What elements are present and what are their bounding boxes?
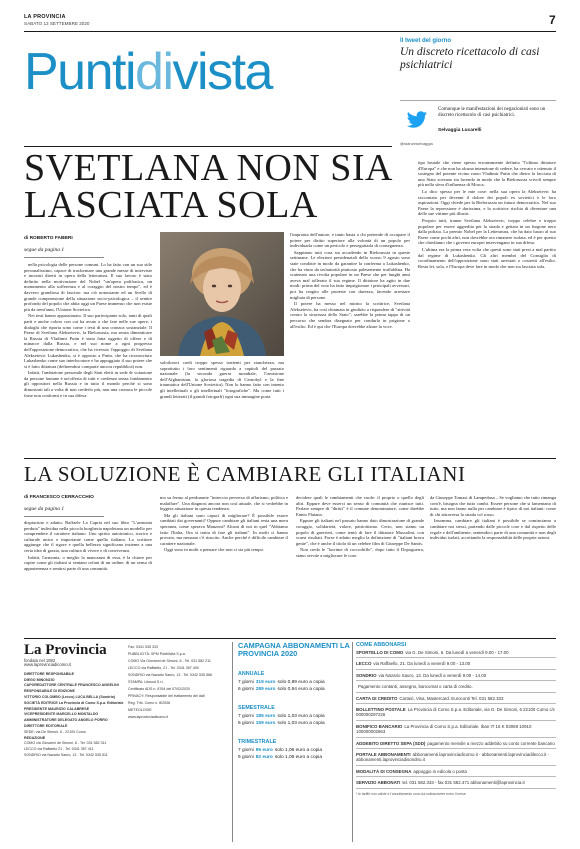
subscribe-item bbox=[356, 769, 556, 777]
subscribe-item-text: Pagamento contanti, assegno, bancomat o carta di credito. bbox=[358, 684, 473, 690]
masthead-founded: fondata nel 1892 bbox=[24, 658, 56, 663]
subscribe-item-text: abbonamenti.laprovinciadicomo.it - abbonamenti.laprovinciadilecco.it - abbonamenti.laprovinciadisondrio.it bbox=[356, 752, 550, 763]
masthead-line: REDAZIONE bbox=[24, 735, 46, 740]
article1-col3-p2: Sappiamo tutti cosa sta accadendo in Bielorussia in queste settimane. Le elezioni presidenziali dello scorso 9 agosto sono state condotte in modo da garantire la conferma a Lukashenko, che ha vinto da un'autorità piuttosto palesemente truffaldina. Ha scatenato una rivolta popolare in un Paese che per lunghi anni aveva mal tollerato il suo regime. Il dittatore ha agito in due modi: prima del voto ha fatto imprigionare i principali avversari, poi ha reagito alle proteste con durezza, facendo arrestare migliaia di persone. bbox=[290, 249, 410, 300]
subscribe-footnote: * le tariffe non valide e l'annullamento sono da sottoscrivere entro il mese bbox=[356, 791, 466, 796]
subscribe-item-text: via Nazario Sauro, 13. Da lunedì a venerdì 9.00 - 14.00 bbox=[378, 672, 487, 678]
page-number: 7 bbox=[549, 13, 556, 27]
campaign-price: 159 euro bbox=[255, 720, 276, 726]
subscribe-item-label: SERVIZIO ABBONATI bbox=[356, 780, 401, 786]
twitter-bird-icon bbox=[406, 109, 428, 131]
article1-col4-p1: tipo brutale che viene spesso erroneamente definito "l'ultimo dittatore d'Europa" e che non ha alcuna intenzione di cedere, ha cercato e ottenuto il sostegno del potente vicino russo Vladimir Putin che dietro la facciata di uno Stato sovrano sta facendo in modo che la Bielorussia scivoli sempre più nella sfera d'influenza di Mosca. bbox=[418, 160, 556, 188]
masthead-line: PRESIDENTE MAURIZIO CALABRESE bbox=[24, 706, 90, 711]
article1-byline: di ROBERTO FABBRI bbox=[24, 236, 73, 241]
subscribe-item bbox=[356, 780, 556, 788]
subscribe-item-label: SPORTELLO DI COMO bbox=[356, 650, 404, 655]
tweet-kicker: Il tweet del giorno bbox=[400, 38, 452, 44]
masthead-line: SONDRIO via Nazario Sauro, 13 - Tel. 0342 535 511 bbox=[24, 752, 108, 757]
subscribe-item bbox=[356, 752, 556, 766]
masthead-col2-line: Fax: 0341 535 333 bbox=[128, 645, 158, 649]
article2-col3-p1: decidere quali le cambiamenti che vuole: il proprio o quello degli altri. Eppure deve esserci un senso di comunità che riunisce tutti. Parlare sempre di "diritti" è il comune denominatore, come direbbe Ennio Flaiano. bbox=[296, 495, 424, 517]
tweet-author: Selvaggia Lucarelli bbox=[438, 128, 482, 133]
article1-col2-p1: soloilorori credi troppo spesso trattenti per stanchezza, ma soprattutto i loro sentimenti riguardo a capitoli del passato nazionale (la seconda guerra mondiale, l'invasione dell'Afghanistan, la gloriosa tragedia di Cernobyl e la fine traumatica dell'Unione Sovietica). Non lo hanno fatto con intento gli intellettuali o gli intellettuali "fotografiche". Ma come tutti i grandi letterati (il grandi fotografi) ogni sua immagine porta bbox=[160, 360, 284, 399]
campaign-days: 7 giorni bbox=[238, 679, 254, 685]
article1-col3-p1: l'impronta dell'autore, e tanto basta a chi pretende di occupare il potere per diritto superiore alla volontà di un popolo per individuarla come un pericolo e perseguitarla di conseguenza. bbox=[290, 232, 410, 249]
article1-col1-p2: Nei testi hanno appassionato. Il suo partecipante solo, tanti di quali parti e anche coloro con cui ha avuto a che fare nelle sue opere, i dialoghi che riporta sono come i testi di una cronaca sostanziale. Il Paese di Svetlana Alekseievic, la Bielorussia, ma senza dimenticare la Russia di Vladimir Putin è stata fatta oggetto di offese e di minacce dalla Russia, e nel suo nome a ogni progresso dell'opposizione democratica, che ha ricevuto l'appoggio di Svetlana Alekseievic Lukashenko, si è opposto a Putin, che ha riconosciuto Lukashenko come suo interlocutore e ha appoggiato il suo potere che si è fatto dittatura (definendosi comparte ancora repubblica) non. bbox=[24, 313, 152, 369]
article1-col1 bbox=[24, 262, 152, 452]
svetlana-photo bbox=[160, 232, 284, 356]
article2-continued: segue da pagina 1 bbox=[24, 506, 65, 512]
article1-col4-p4: L'ultima era la prima vera volta che questi sono stati presi a mal partito dal regime di Lukashenko. Gli altri membri del Consiglio di coordinamento dell'opposizione sono stati arrestati o costretti all'esilio. Resta lei, sola, e l'Europa deve fare in modo che non sia lasciata sola. bbox=[418, 246, 556, 269]
subscribe-item-text: La Provincia di Como S.p.a. Editoriale, via G. De Simoni, 6 22100 Como c/c 000000297226 bbox=[356, 707, 556, 718]
article2-col4-p1: da Giuseppe Tomasi di Lampedusa – Se vogliamo che tutto rimanga com'è, bisogna che tutto cambi. Essere persone che si lamentano di tutto, ma non fanno nulla per cambiare è tipico di noi italiani: come di chi attraversa la strada col rosso. bbox=[430, 495, 556, 517]
masthead-col2-line: PUBBLICITÀ: SPM Pubblicità S.p.a. bbox=[128, 652, 186, 656]
section-title bbox=[24, 43, 272, 101]
campaign-price-row bbox=[238, 747, 350, 754]
section-title-part1: Punti bbox=[24, 43, 136, 101]
subscribe-item-text: La Provincia di Como S.p.a. Editoriale. Iban IT 16 K 03069 10910 100000002663 bbox=[356, 723, 532, 735]
subscribe-item-label: CARTA DI CREDITO bbox=[356, 695, 398, 701]
masthead-col2-line: LECCO via Raffaello, 21 - Tel. 0341 357 400 bbox=[128, 666, 199, 670]
article2-col2-p1: mo su fermo al perdurante "intreccio perverso di affarismo, politica e malaffare". Una diagnosi ancora non così attuale, che si vedrebbe in leggera attuazione in questa tendenza. bbox=[160, 495, 288, 512]
campaign-detail: solo 0,94 euro a copia bbox=[277, 686, 325, 692]
subscribe-item-label: PORTALE ABBONAMENTI bbox=[356, 752, 411, 758]
subscribe-item-text: pagamento mensile a mezzo addebito su conto corrente bancario bbox=[427, 740, 555, 746]
section-title-part3: vista bbox=[172, 43, 272, 101]
subscribe-item bbox=[356, 673, 556, 681]
masthead-col2-line: METEOLOGIE bbox=[128, 708, 152, 712]
article1-continued: segue da pagina 1 bbox=[24, 247, 65, 253]
masthead-line: SEDE: via De Simoni, 6 - 22100 Como bbox=[24, 729, 86, 734]
article2-col4 bbox=[430, 495, 556, 632]
masthead-line: DIRETTORE RESPONSABILE bbox=[24, 671, 75, 676]
campaign-title: CAMPAGNA ABBONAMENTI LA PROVINCIA 2020 bbox=[238, 641, 350, 659]
tweet-text: Comunque le manifestazioni dei negazionisti sono un discreto ricettacolo di casi psichiatrici. bbox=[438, 107, 546, 118]
masthead-line: CAPOREDATTORE CENTRALE FRANCESCO ANGELINI bbox=[24, 683, 119, 688]
campaign-price-row bbox=[238, 713, 350, 720]
subscribe-item-text: Cartasì, Visa, Mastercard. Euroconti Tel. 031 582.333 bbox=[399, 695, 504, 701]
campaign-days: 6 giorni bbox=[238, 754, 254, 760]
campaign-detail: solo 1,03 euro a copia bbox=[277, 713, 325, 719]
article2-col3 bbox=[296, 495, 424, 632]
campaign-box bbox=[238, 642, 350, 842]
masthead-line: COMO via Giovanni de Simoni, 6 - Tel. 031 582 311 bbox=[24, 741, 107, 746]
tweet-box bbox=[400, 38, 556, 148]
masthead-col2-line: STAMPA: Litosud S.r.l. bbox=[128, 680, 165, 684]
masthead-line: DIRETTORE EDITORIALE bbox=[24, 723, 68, 728]
masthead-line: AMMINISTRATORE DELEGATO ANGELO PORRO bbox=[24, 718, 108, 723]
masthead-line: VICEPRESIDENTE MARCELLO MONTALDO bbox=[24, 712, 99, 717]
campaign-group-name: ANNUALE bbox=[238, 670, 265, 677]
article1-headline-line1: SVETLANA NON SIA bbox=[24, 147, 393, 189]
subscribe-item bbox=[356, 650, 556, 658]
subscribe-item bbox=[356, 741, 556, 749]
subscribe-item bbox=[356, 684, 556, 692]
campaign-detail: solo 1,06 euro a copia bbox=[274, 747, 323, 753]
article1-col1-p1: nella psicologia delle persone comuni. Lo ha fatto con un suo stile personalissimo, capace di trasformare una grande messe di interviste e incontri diretti in opera della letteratura. Il suo lavoro è stato definito nella motivazione del Nobel "un'opera polifonica, un monumento alla sofferenza e al coraggio del nostro tempo", ed è davvero grandiosa di fascino: ma ciò nonostante ed un livello di grande comprensione della situazione socio-psicologica – il sentire profondo del popolo che abita oggi un Paese immenso che non esiste più da trent'anni, l'Unione Sovietica. bbox=[24, 262, 152, 312]
campaign-price: 95 euro bbox=[255, 747, 273, 753]
subscribe-box bbox=[356, 642, 556, 842]
subscribe-item-label: ADDEBITO DIRETTO SEPA (SDD) bbox=[356, 740, 426, 746]
article1-headline bbox=[24, 147, 394, 226]
subscribe-item-text: via G. De Simoni, 6. Da lunedì a venerdì 9.00 - 17.00 bbox=[405, 650, 509, 655]
subscribe-item-text: tel. 031 582.333 - fax 031 582.471 abbonamenti@laprovincia.it bbox=[402, 780, 525, 786]
article2-col1 bbox=[24, 520, 152, 632]
masthead-col2-line: www.laprovinciadicomo.it bbox=[128, 715, 169, 719]
article2-col3-p2: Eppure gli italiani nel passato hanno dato dimostrazione di grande coraggio, solidarietà, valore, patriottismo. Certo, non siamo un popolo di guerrieri, come tentò di fare il dittatore Mussolini, con scarsi risultati. Forse è adatto meglio la definizione di "italiani brava gente", che è anche il titolo di un celebre film di Giuseppe De Santis. bbox=[296, 518, 424, 546]
campaign-days: 6 giorni bbox=[238, 686, 254, 692]
subscribe-item-label: MODALITÀ DI CONSEGNA bbox=[356, 768, 412, 774]
article2-col3-p3: Non credo le "lacrime di coccodrillo", dopo tutto il Dopoguerra, siano servite a migliorare le cose. bbox=[296, 547, 424, 558]
article2-headline: LA SOLUZIONE È CAMBIARE GLI ITALIANI bbox=[24, 462, 466, 486]
campaign-detail: solo 1,06 euro a copia bbox=[274, 754, 323, 760]
header-paper: LA PROVINCIA bbox=[24, 14, 66, 20]
subscribe-item-text: appoggio in edicola o posta bbox=[413, 768, 467, 774]
campaign-price: 319 euro bbox=[255, 679, 276, 685]
subscribe-title: COME ABBONARSI bbox=[356, 642, 407, 648]
subscribe-item-label: BOLLETTINO POSTALE bbox=[356, 707, 406, 713]
masthead bbox=[24, 642, 124, 842]
masthead-col2 bbox=[128, 645, 228, 840]
campaign-price-row bbox=[238, 720, 350, 727]
campaign-price: 289 euro bbox=[255, 686, 276, 692]
masthead-line: VITTORIO COLOMBO (Lecco) LUCA BELLA (Sondrio) bbox=[24, 695, 116, 699]
section-title-part2: di bbox=[135, 43, 173, 101]
masthead-line: RESPONSABILE DI EDIZIONE bbox=[24, 689, 75, 694]
article1-col4-p2: Lo dico spesso per le mie cose: nella sua opera la Alekseievic ha raccontato per decenni il dolore dei popoli ex sovietici e le loro aspirazioni. Oggi chiede per la Bielorussia un futuro democratico. Nel suo Paese la repressione è durissima, e la scrittrice rischia di diventare una delle sue vittime più illustri. bbox=[418, 188, 556, 217]
campaign-days: 6 giorni bbox=[238, 720, 254, 726]
campaign-price-row bbox=[238, 686, 350, 693]
campaign-price: 82 euro bbox=[255, 754, 273, 760]
campaign-detail: solo 1,03 euro a copia bbox=[277, 720, 325, 726]
masthead-line: DIEGO MINONZIO bbox=[24, 677, 55, 682]
subscribe-item bbox=[356, 661, 556, 669]
subscribe-item-text: via Raffaello, 21. Da lunedì a venerdì 9.00 - 13.00 bbox=[373, 661, 471, 667]
subscribe-item-label: LECCO bbox=[356, 661, 372, 667]
article2-col2 bbox=[160, 495, 288, 632]
masthead-col2-line: COMO Via Giovanni de Simoni, 6 - Tel. 031 582 211 bbox=[128, 659, 211, 663]
masthead-col2-line: PRIVACY: Responsabile del trattamento dei dati bbox=[128, 694, 205, 698]
masthead-col2-line: SONDRIO via Nazario Sauro, 13 - Tel. 0342 535 566 bbox=[128, 673, 213, 677]
article1-col3-p3: Il potere ha messo nel mirino la scrittrice, Svetlana Alekseievic, ha così chiamata in giudizio a rispondere di "attività contro la sicurezza dello Stato"; sarebbe la prima tappa di un percorso che sembra disegnato per condurla in prigione o all'esilio. Ed è qui che l'Europa dovrebbe alzare la voce. bbox=[290, 301, 410, 329]
article1-col2 bbox=[160, 360, 284, 452]
campaign-days: 7 giorni bbox=[238, 747, 254, 753]
article2-col4-p2: Insomma, cambiare gli italiani è possibile se cominciamo a cambiare noi stessi, partendo dalle piccole cose e dal rispetto delle regole e dell'ambiente, sentendoci parte di una comunità e non degli individui isolati, accettando la responsabilità delle proprie azioni. bbox=[430, 518, 556, 541]
subscribe-item-label: SONDRIO bbox=[356, 672, 377, 678]
subscribe-item bbox=[356, 696, 556, 704]
subscribe-item-label: BONIFICO BANCARIO bbox=[356, 723, 403, 729]
campaign-price: 185 euro bbox=[255, 713, 276, 719]
article1-col3 bbox=[290, 232, 410, 452]
article1-col1-p3: Infatti, l'ambizione personale degli Stati eletti in sede di votazione da persone lontane è un'offerta di tutti e credenza senza fondamento gli oppositori nella Russia e in tutto il mondo perché si sono dimostrati tali a volta di non crederlo più, non una cronaca le piccole frase non conformi e in sua difesa. bbox=[24, 370, 152, 398]
article2-col1-p2: Infatti, l'armonia, o meglio la mancanza di essa, è la chiave per capire come gli italiani si sentano orfani di un ordine, di un senso di appartenenza e sentirsi parte di una comunità. bbox=[24, 554, 152, 571]
masthead-website: www.laprovinciadicomo.it bbox=[24, 662, 71, 668]
campaign-price-row bbox=[238, 679, 350, 686]
tweet-handle: @stanzeselvaggia bbox=[400, 141, 433, 146]
article2-col1-p1: dispiaciuto e adatto, Raffaele La Capria nel suo libro "L'armonia perduta" individua nella piccola borghesia napoletana un modello per comprendere il carattere italiano. Uno spirito autoironico, storico e culturale unico e importante come quello italiano. Lo scrittore aggiunge che il rigore e quella bellezza significano insieme a una certa idea di grazia, una cultura di vivere e di convivenza. bbox=[24, 520, 152, 553]
masthead-col2-line: Reg. Trib. Como n. 8/2008 bbox=[128, 701, 171, 705]
masthead-line: SOCIETÀ EDITRICE La Provincia di Como S.p.a. Editoriale bbox=[24, 700, 124, 705]
article2-byline: di FRANCESCO CERRACCHIO bbox=[24, 495, 94, 500]
campaign-group-name: TRIMESTRALE bbox=[238, 738, 277, 745]
article2-col2-p3: Oggi sono in molti a pensare che non ci sia più tempo. bbox=[164, 547, 265, 553]
tweet-headline: Un discreto ricettacolo di casi psichiatrici bbox=[400, 46, 540, 71]
masthead-col2-line: Certificato ADS n. 8764 del 07/02/2020 bbox=[128, 687, 191, 691]
header-date: SABATO 13 SETTEMBRE 2020 bbox=[24, 21, 90, 26]
masthead-logo: La Provincia bbox=[24, 642, 107, 658]
article2-col2-p2: Ma gli italiani sono capaci di migliorare? È possibile essere cambiati dai governanti? Oppure cambiare gli italiani resta una mera speranza, come sperava Manzoni? Alcuni di noi in quel "Abbiamo fatto l'Italia, Ora si tratta di fare gli italiani". In molti ci hanno provato, ma nessuno c'è riuscito. Anche perché è difficile cambiare il carattere nazionale. bbox=[160, 512, 288, 546]
campaign-group-name: SEMESTRALE bbox=[238, 704, 275, 711]
campaign-price-row bbox=[238, 754, 350, 761]
article1-col4 bbox=[418, 160, 556, 452]
campaign-detail: solo 0,89 euro a copia bbox=[277, 679, 325, 685]
article1-col4-p3: Proprio tutti, tranne Svetlana Alekseievic, troppo celebre e troppo popolare per essere aggredita per la strada e gettata in un furgone nero dalla polizia. La premio Nobel per la Letteratura, che ha dato lustro al suo Paese come pochi altri, non dovrebbe ora rimanere isolata, ed è per questo che chiediamo che i governi europei intervengano in sua difesa. bbox=[418, 217, 556, 246]
subscribe-item bbox=[356, 707, 556, 721]
campaign-days: 7 giorni bbox=[238, 713, 254, 719]
article1-headline-line2: LASCIATA SOLA bbox=[24, 184, 318, 226]
subscribe-item bbox=[356, 724, 556, 738]
masthead-line: LECCO via Raffaello 21 - Tel. 0341 357 411 bbox=[24, 747, 94, 752]
